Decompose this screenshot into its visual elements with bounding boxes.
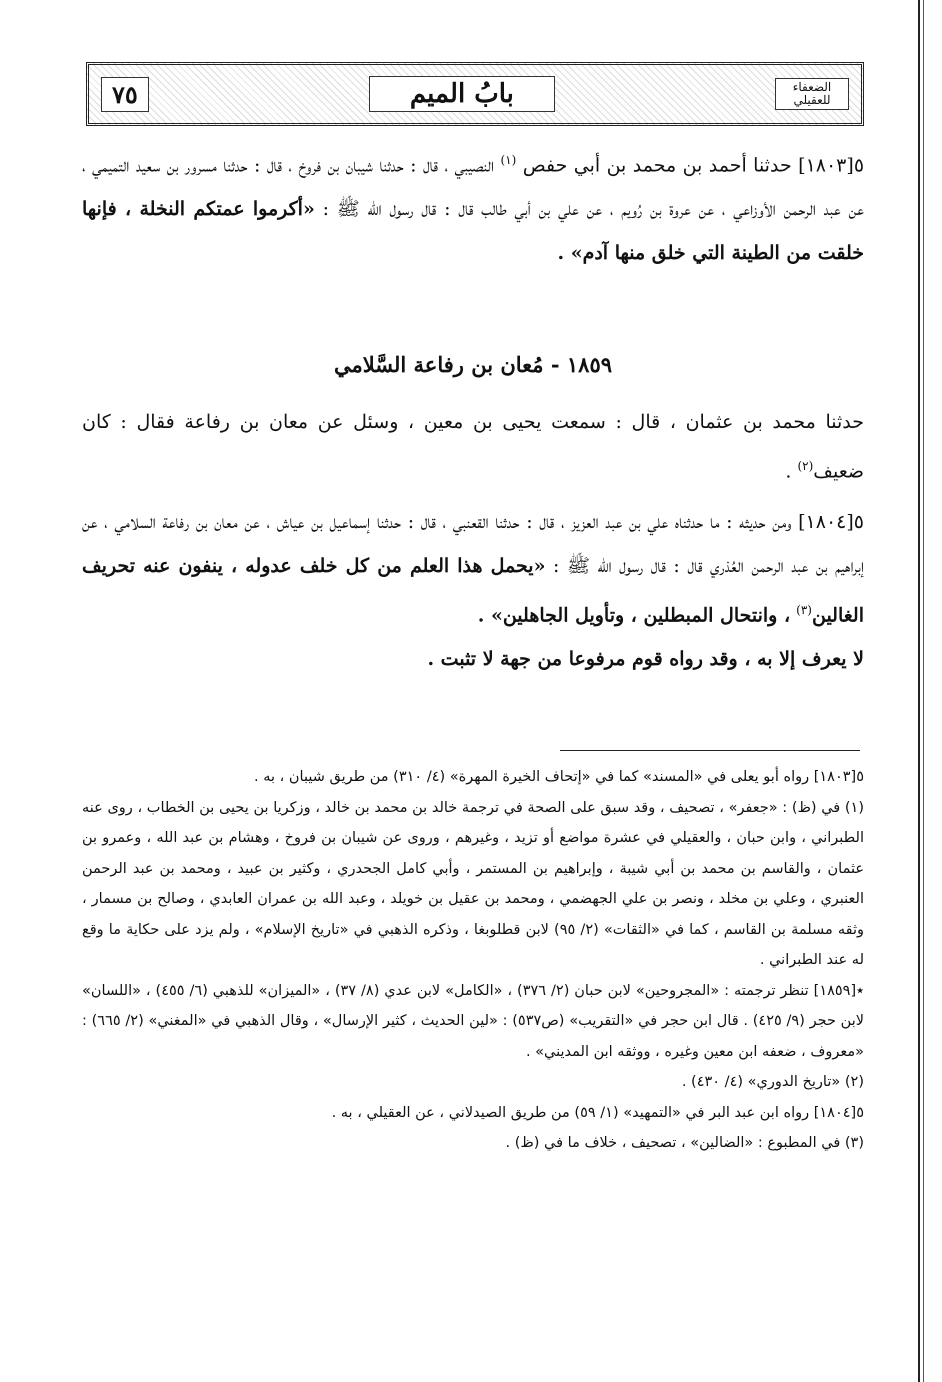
hadith-text: «يحمل هذا العلم من كل خلف عدوله ، ينفون عنه تحريف الغالين bbox=[82, 555, 864, 627]
footnote: (١) في (ظ) : «جعفر» ، تصحيف ، وقد سبق على الصحة في ترجمة خالد بن محمد بن خالد ، وزكريا بن يحيى بن الخطاب ، روى عنه الطبراني ، وابن حبان ، والعقيلي في عشرة مواضع أو تزيد ، وغيرهم ، وروى عن شيبان بن فروخ ، وهشام بن عبد الله ، وعمرو بن عثمان ، والقاسم بن محمد بن أبي شيبة ، وإبراهيم بن المستمر ، وأبي كامل الجحدري ، وكثير بن عبيد ، ومحمد بن عبد الرحمن العنبري ، وعلي بن مخلد ، ونصر بن علي الجهضمي ، ومحمد بن عقيل بن خويلد ، وعبد الله بن عمران العابدي ، وصالح بن مسمار ، وثقه مسلمة بن القاسم ، كما في «الثقات» (٢/ ٩٥) لابن قطلوبغا ، وذكره الذهبي في «تاريخ الإسلام» ، ولم يزد على حكاية ما وقع له عند الطبراني . bbox=[82, 799, 864, 968]
page-number: ٧٥ bbox=[101, 77, 149, 112]
footnote: ٥[١٨٠٤] رواه ابن عبد البر في «التمهيد» (١/ ٥٩) من طريق الصيدلاني ، عن العقيلي ، به . bbox=[331, 1104, 864, 1121]
footnote: (٣) في المطبوع : «الضالين» ، تصحيف ، خلاف ما في (ظ) . bbox=[505, 1135, 864, 1151]
entry-marker: ٥[١٨٠٤] bbox=[798, 511, 864, 533]
biography-end: . bbox=[785, 460, 798, 483]
hadith-text: ، وانتحال المبطلين ، وتأويل الجاهلين» . bbox=[477, 604, 791, 627]
entry-text: ومن حديثه : ما حدثناه علي بن عبد العزيز ، قال : حدثنا القعنبي ، قال : حدثنا إسماعيل بن عياش ، عن معان بن رفاعة السلامي ، عن إبراهيم بن عبد الرحمن العُذري قال : قال رسول الله ﷺ : bbox=[82, 511, 864, 577]
entry-marker: ٥[١٨٠٣] bbox=[798, 154, 865, 177]
footnote-ref: (٣) bbox=[796, 603, 812, 617]
biography-text: حدثنا محمد بن عثمان ، قال : سمعت يحيى بن معين ، وسئل عن معان بن رفاعة فقال : كان ضعيف bbox=[82, 411, 864, 483]
footnotes bbox=[82, 762, 864, 1159]
page-header bbox=[86, 62, 864, 126]
biography-1859 bbox=[82, 400, 864, 493]
closing-remark: لا يعرف إلا به ، وقد رواه قوم مرفوعا من جهة لا تثبت . bbox=[427, 648, 864, 671]
footnote: ٥[١٨٠٣] رواه أبو يعلى في «المسند» كما في «إتحاف الخيرة المهرة» (٤/ ٣١٠) من طريق شيبان ، به . bbox=[253, 769, 864, 785]
footnote-ref: (٢) bbox=[797, 459, 814, 473]
entry-text: النصيبي ، قال : حدثنا شيبان بن فروخ ، قال : حدثنا مسرور بن سعيد التميمي ، عن عبد الرحمن الأوزاعي ، عن عروة بن رُويم ، عن علي بن أبي طالب قال : قال رسول الله ﷺ : bbox=[82, 154, 864, 221]
book-logo: الضعفاء للعقيلي bbox=[775, 78, 849, 110]
page-edge-rule bbox=[918, 0, 920, 1382]
footnote: (٢) «تاريخ الدوري» (٤/ ٤٣٠) . bbox=[681, 1074, 864, 1090]
biography-heading: ١٨٥٩ - مُعان بن رفاعة السَّلامي bbox=[333, 352, 613, 377]
footnote-ref: (١) bbox=[500, 153, 517, 167]
entry-1803 bbox=[82, 138, 864, 275]
entry-1804 bbox=[82, 500, 864, 681]
page-edge-rule-inner bbox=[923, 0, 924, 1382]
footnote-divider bbox=[560, 750, 860, 751]
entry-text: حدثنا أحمد بن محمد بن أبي حفص bbox=[522, 154, 792, 177]
hadith-text: «أكرموا عمتكم النخلة ، فإنها خلقت من الطينة التي خلق منها آدم» . bbox=[82, 198, 864, 265]
footnote: ٭[١٨٥٩] تنظر ترجمته : «المجروحين» لابن حبان (٢/ ٣٧٦) ، «الكامل» لابن عدي (٨/ ٣٧) ، «الميزان» للذهبي (٦/ ٤٥٥) ، «اللسان» لابن حجر (٩/ ٤٢٥) . قال ابن حجر في «التقريب» (ص٥٣٧) : «لين الحديث ، كثير الإرسال» ، وقال الذهبي في «المغني» (٢/ ٦٦٥) : «معروف ، ضعفه ابن معين وغيره ، ووثقه ابن المديني» . bbox=[82, 982, 865, 1060]
chapter-title: بابُ الميم bbox=[369, 76, 555, 112]
